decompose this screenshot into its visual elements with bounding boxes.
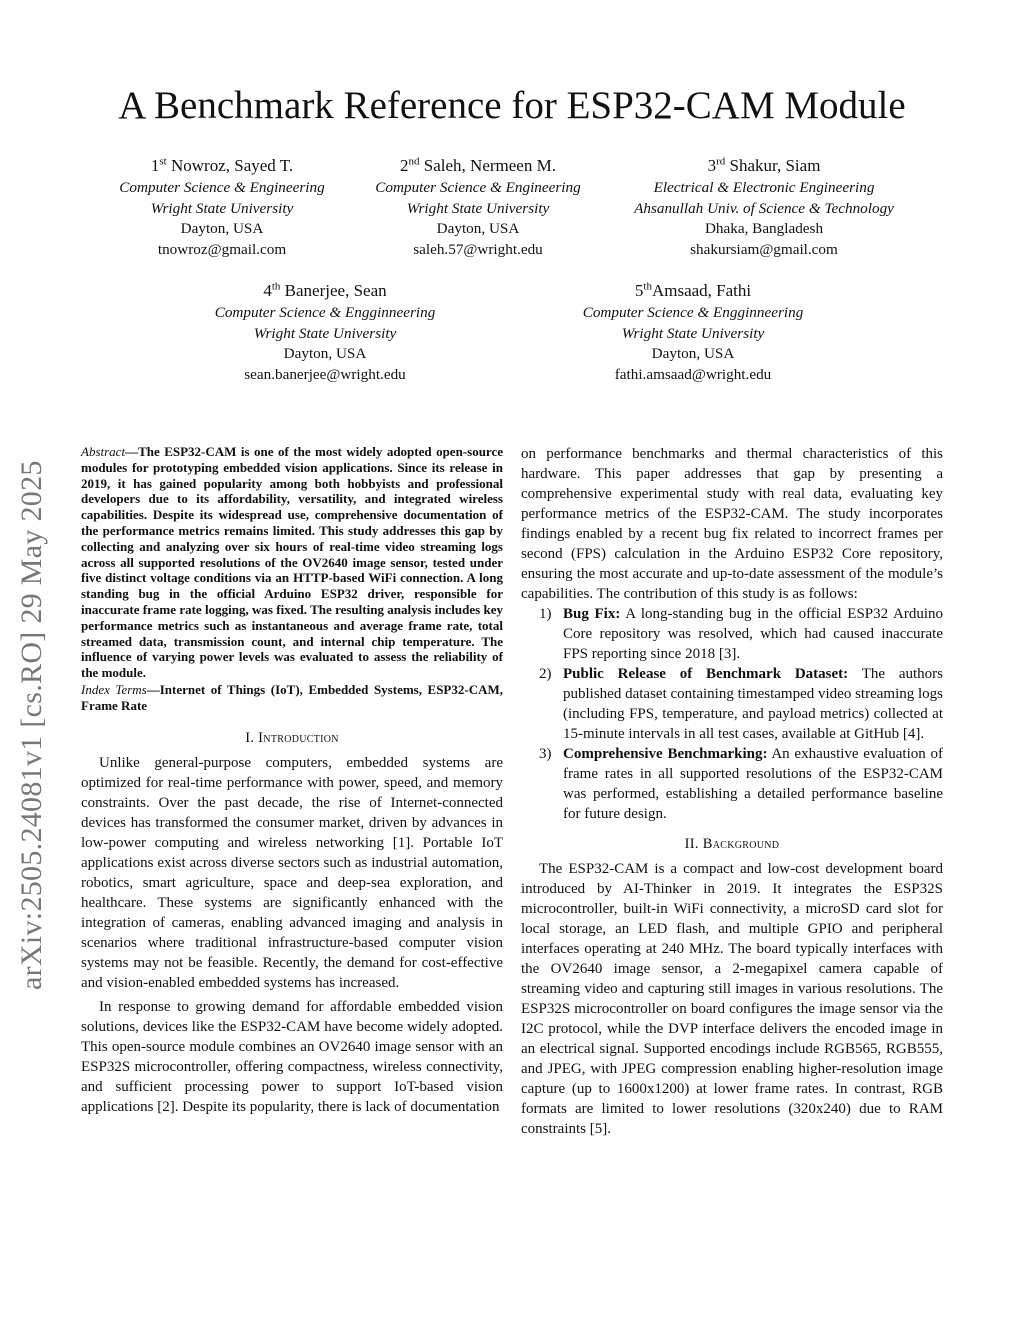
abstract-text: —The ESP32-CAM is one of the most widely adopted open-source modules for prototyping embedded vision applications. Since its release in 2019, it has gained popularity among both hobbyists and professional developers due to its affordability, versatility, and integrated wireless capabilities. Despite its widespread use, comprehensive documentation of the performance metrics remains limited. This study addresses this gap by collecting and analyzing over six hours of real-time video streaming logs across all supported resolutions of the OV2640 image sensor, tested under five distinct voltage conditions via an HTTP-based WiFi connection. A long standing bug in the official Arduino ESP32 driver, responsible for inaccurate frame rate logging, was fixed. The resulting analysis includes key performance metrics such as instantaneous and average frame rate, total streamed data, transmission count, and internal chip temperature. The influence of varying power levels was evaluated to assess the reliability of the module.	[81, 444, 503, 681]
list-item-heading: Bug Fix:	[563, 606, 621, 622]
author-ordinal-suffix: rd	[716, 155, 726, 168]
background-heading: II. Background	[684, 836, 780, 852]
author-department: Computer Science & Engginneering	[214, 304, 436, 321]
index-terms-label: Index Terms	[81, 681, 147, 697]
author-email: saleh.57@wright.edu	[413, 240, 543, 258]
author-university: Ahsanullah Univ. of Science & Technology	[634, 199, 894, 217]
right-column	[521, 444, 943, 1139]
list-item	[521, 744, 943, 824]
list-item-heading: Comprehensive Benchmarking:	[563, 746, 768, 762]
background-paragraph-1: The ESP32-CAM is a compact and low-cost development board introduced by AI-Thinker in 2019. It integrates the ESP32S microcontroller, built-in WiFi connectivity, a microSD card slot for local storage, an LED flash, and multiple GPIO and peripheral interfaces operating at 240 MHz. The board typically interfaces with the OV2640 image sensor, a 2-megapixel camera capable of streaming video and capturing still images in various resolutions. The ESP32S microcontroller on board configures the image sensor via the I2C protocol, while the DVP interface delivers the encoded image in an electrical signal. Supported encodings include RGB565, RGB555, and JPEG, with JPEG compression enabling higher-resolution image capture (up to 1600x1200) at lower frame rates. In contrast, RGB formats are limited to lower resolutions (320x240) due to RAM constraints [5].	[521, 861, 943, 1137]
list-item	[521, 604, 943, 664]
author-university: Wright State University	[150, 199, 294, 217]
author-ordinal-suffix: th	[643, 280, 652, 293]
list-item-number: 3)	[539, 746, 552, 762]
left-column	[81, 444, 503, 1117]
author-name: Saleh, Nermeen M.	[423, 156, 556, 175]
list-item-heading: Public Release of Benchmark Dataset:	[563, 666, 849, 682]
author-ordinal: 2	[400, 156, 409, 175]
author-department: Computer Science & Engineering	[119, 179, 325, 196]
author-5	[553, 279, 833, 385]
arxiv-stamp: arXiv:2505.24081v1 [cs.RO] 29 May 2025	[15, 460, 48, 990]
author-department: Computer Science & Engineering	[375, 179, 581, 196]
author-department: Electrical & Electronic Engineering	[653, 179, 875, 196]
paper-title: A Benchmark Reference for ESP32-CAM Module	[118, 84, 906, 127]
author-department: Computer Science & Engginneering	[582, 304, 804, 321]
list-item	[521, 664, 943, 744]
author-location: Dayton, USA	[283, 345, 367, 362]
intro-paragraph-1: Unlike general-purpose computers, embedded systems are optimized for real-time performance with power, speed, and memory constraints. Over the past decade, the rise of Internet-connected devices has transformed the consumer market, driven by advances in low-power computing and wireless networking [1]. Portable IoT applications exist across diverse sectors such as industrial automation, robotics, smart agriculture, space and deep-sea exploration, and healthcare. These systems are significantly enhanced with the integration of cameras, enabling advanced imaging and analysis in scenarios where traditional infrastructure-based computer vision systems may not be feasible. Recently, the demand for cost-effective and vision-enabled embedded systems has increased.	[81, 754, 503, 991]
author-4	[185, 279, 465, 385]
author-email: tnowroz@gmail.com	[157, 240, 287, 258]
author-ordinal-suffix: nd	[408, 155, 420, 168]
contribution-list	[521, 604, 943, 824]
author-name: Shakur, Siam	[729, 156, 821, 175]
list-item-text: An exhaustive evaluation of frame rates in all supported resolutions of the ESP32-CAM was performed, establishing a detailed performance baseline for future design.	[563, 746, 943, 822]
list-item-text: The authors published dataset containing timestamped video streaming logs (including FPS, temperature, and payload metrics) collected at 15-minute intervals in all test cases, available at GitHub [4].	[563, 666, 943, 742]
author-university: Wright State University	[253, 324, 397, 342]
author-ordinal: 1	[150, 156, 160, 175]
author-name: Nowroz, Sayed T.	[170, 156, 294, 175]
intro-heading: I. Introduction	[245, 729, 339, 746]
author-2	[338, 154, 618, 260]
author-name: Banerjee, Sean	[284, 281, 387, 300]
author-email: sean.banerjee@wright.edu	[244, 365, 406, 383]
abstract	[81, 444, 503, 681]
author-ordinal-suffix: th	[271, 280, 281, 293]
author-name: Amsaad, Fathi	[651, 281, 752, 300]
list-item-number: 1)	[539, 606, 552, 622]
author-location: Dayton, USA	[651, 345, 735, 362]
index-terms	[81, 682, 503, 714]
author-email: fathi.amsaad@wright.edu	[614, 365, 772, 383]
list-item-text: A long-standing bug in the official ESP32 Arduino Core repository was resolved, which had caused inaccurate FPS reporting since 2018 [3].	[563, 606, 943, 662]
author-location: Dayton, USA	[180, 220, 264, 237]
author-location: Dayton, USA	[436, 220, 520, 237]
author-ordinal: 4	[263, 281, 272, 300]
author-ordinal: 3	[707, 156, 717, 175]
author-ordinal-suffix: st	[159, 155, 167, 168]
abstract-label: Abstract	[81, 444, 126, 459]
author-1	[82, 154, 362, 260]
author-3	[604, 154, 924, 260]
author-location: Dhaka, Bangladesh	[704, 220, 824, 237]
intro-paragraph-2: In response to growing demand for affordable embedded vision solutions, devices like the ESP32-CAM have become widely adopted. This open-source module combines an OV2640 image sensor with an ESP32S microcontroller, offering compactness, wireless connectivity, and sufficient processing power to support IoT-based vision applications [2]. Despite its popularity, there is lack of documentation	[81, 998, 503, 1115]
intro-paragraph-3: on performance benchmarks and thermal characteristics of this hardware. This paper addresses that gap by presenting a comprehensive experimental study with real data, evaluating key performance metrics of the ESP32-CAM. The study incorporates findings enabled by a recent bug fix related to incorrect frames per second (FPS) calculation in the Arduino ESP32 Core repository, ensuring the most accurate and up-to-date assessment of the module’s capabilities. The contribution of this study is as follows:	[521, 446, 943, 602]
author-university: Wright State University	[621, 324, 765, 342]
author-ordinal: 5	[634, 281, 644, 300]
author-university: Wright State University	[406, 199, 550, 217]
index-terms-text: —Internet of Things (IoT), Embedded Systems, ESP32-CAM, Frame Rate	[81, 681, 503, 713]
author-email: shakursiam@gmail.com	[690, 240, 838, 258]
list-item-number: 2)	[539, 666, 552, 682]
